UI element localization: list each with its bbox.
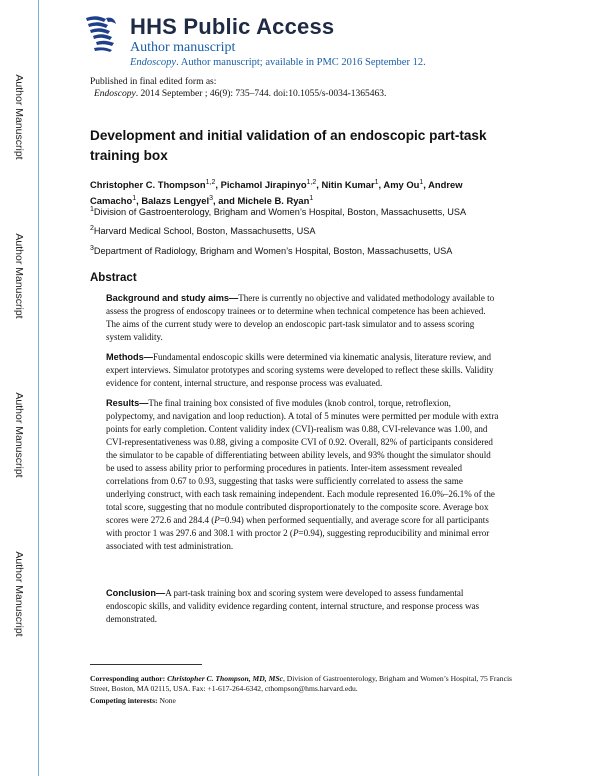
p-symbol: P — [214, 515, 220, 525]
section-text: The final training box consisted of five modules (knob control, torque, retroflexion, polypectomy, and navigation and loop reduction). A total of 5 minutes were permitted per module with extra points for early completion. Content validity index (CVI)-realism was 0.88, CVI-relevance was 1.00, and CVI-representativeness was 0.88, giving a composite CVI of 0.92. Overall, 82% of participants considered the simulator to be capable of differentiating between ability levels, and 93% thought the simulator should be used to assess ability prior to performing procedures in patients. Inter-item assessment revealed correlations from 0.67 to 0.93, suggesting that tasks were sufficiently correlated to assess the same underlying construct, with each task remaining independent. Each module represented 16.0%–26.1% of the total score, suggesting that no module contributed disproportionately to the composite score. Average box scores were 272.6 and 284.4 ( — [106, 398, 499, 525]
affiliation — [90, 206, 466, 217]
affiliation-sup: 1 — [90, 206, 94, 213]
abstract-conclusion — [106, 587, 500, 626]
author-affil-sup: 1 — [419, 179, 424, 186]
affiliation-text: Harvard Medical School, Boston, Massachusetts, USA — [93, 226, 316, 237]
author-sep: , — [136, 195, 142, 207]
author-affil-sup: 1,2 — [205, 179, 216, 186]
abstract-results — [106, 397, 500, 553]
author-list — [90, 176, 510, 208]
author-name: Pichamol Jirapinyo — [220, 179, 307, 191]
journal-name: Endoscopy — [130, 57, 177, 68]
section-text: A part-task training box and scoring system were developed to assess fundamental endoscopic skills, and validity evidence regarding content, internal structure, and response process was demonstrated. — [106, 588, 480, 624]
publication-info — [90, 76, 386, 100]
author-name: Nitin Kumar — [321, 179, 375, 191]
affiliation-text: Department of Radiology, Brigham and Women’s Hospital, Boston, Massachusetts, USA — [93, 246, 453, 257]
availability-line — [130, 57, 426, 68]
footnote-label: Competing interests: — [90, 696, 158, 705]
author-sep: , and — [212, 195, 238, 207]
affiliation-text: Division of Gastroenterology, Brigham and Women’s Hospital, Boston, Massachusetts, USA — [93, 207, 467, 218]
section-label: Conclusion— — [106, 588, 166, 598]
author-name: Balazs Lengyel — [141, 195, 210, 207]
affiliation-sup: 3 — [90, 245, 94, 252]
abstract-background — [106, 292, 500, 344]
footnote-text: , Division of Gastroenterology, Brigham and Women’s Hospital, 75 Francis Street, Boston, MA 02115, USA. Fax: +1-617-264-6342, cthompson@hms.harvard.edu. — [90, 674, 513, 693]
author-manuscript-subtitle: Author manuscript — [130, 40, 236, 55]
sidebar-label: Author Manuscript — [13, 233, 25, 319]
competing-interests-note — [90, 696, 520, 706]
corresponding-author-name: Christopher C. Thompson, MD, MSc — [167, 674, 283, 683]
sidebar-divider — [38, 0, 39, 776]
footnote-text: None — [157, 696, 176, 705]
abstract-heading: Abstract — [90, 272, 137, 284]
author-sep: , — [215, 179, 221, 191]
author-name: Christopher C. Thompson — [90, 179, 206, 191]
section-label: Results— — [106, 398, 149, 408]
article-title: Development and initial validation of an endoscopic part-task training box — [90, 128, 487, 163]
hhs-public-access-title: HHS Public Access — [130, 14, 335, 39]
sidebar-label: Author Manuscript — [13, 74, 25, 160]
section-label: Methods— — [106, 352, 153, 362]
footnote-divider — [90, 664, 202, 665]
author-affil-sup: 1 — [374, 179, 379, 186]
citation-line — [90, 88, 386, 100]
author-affil-sup: 1 — [132, 195, 137, 203]
author-affil-sup: 1,2 — [306, 179, 317, 186]
author-name: Amy Ou — [383, 179, 420, 191]
footnote-label: Corresponding author: — [90, 674, 166, 683]
affiliation-sup: 2 — [90, 225, 94, 232]
section-text: =0.94) when performed sequentially, and average score for all participants with proctor 1 was 297.6 and 308.1 with proctor 2 ( — [106, 515, 489, 538]
sidebar-label: Author Manuscript — [13, 392, 25, 478]
author-sep: , — [378, 179, 384, 191]
availability-text: . Author manuscript; available in PMC 2016 September 12. — [176, 57, 426, 68]
abstract-methods — [106, 351, 500, 390]
author-sep: , — [423, 179, 429, 191]
section-text: There is currently no objective and validated methodology available to assess the progress of endoscopy trainees or to determine when technical competence has been achieved. The aims of the current study were to develop an endoscopic part-task simulator and to assess scoring system validity. — [106, 293, 495, 342]
author-sep: , — [316, 179, 322, 191]
author-name: Michele B. Ryan — [237, 195, 310, 207]
affiliation — [90, 245, 452, 256]
published-line: Published in final edited form as: — [90, 77, 217, 87]
section-label: Background and study aims— — [106, 293, 239, 303]
left-sidebar — [0, 0, 38, 776]
sidebar-label: Author Manuscript — [13, 551, 25, 637]
section-text: =0.94), suggesting reproducibility and minimal error associated with test administration. — [106, 528, 490, 551]
corresponding-author-note — [90, 674, 520, 694]
section-text: Fundamental endoscopic skills were determined via kinematic analysis, literature review, and expert interviews. Simulator prototypes and scoring systems were developed to reflect these skills. Validity evidence for content, internal structure, and response process was evaluated. — [106, 352, 494, 388]
citation-text: . 2014 September ; 46(9): 735–744. doi:10.1055/s-0034-1365463. — [135, 89, 387, 99]
affiliation — [90, 225, 316, 236]
p-symbol: P — [292, 528, 299, 538]
hhs-eagle-logo — [82, 10, 120, 56]
citation-journal: Endoscopy — [94, 89, 136, 99]
author-affil-sup: 3 — [209, 195, 213, 203]
author-name: Andrew Camacho — [90, 179, 463, 207]
author-affil-sup: 1 — [309, 195, 314, 203]
